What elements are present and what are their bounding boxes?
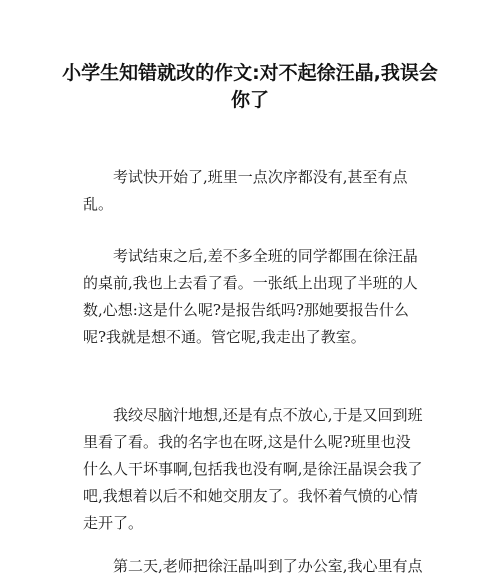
paragraph-1: 考试快开始了,班里一点次序都没有,甚至有点乱。 [83, 168, 408, 213]
document-title: 小学生知错就改的作文:对不起徐汪晶,我误会你了 [62, 62, 438, 111]
paragraph-2: 考试结束之后,差不多全班的同学都围在徐汪晶的桌前,我也上去看了看。一张纸上出现了半班的人数,心想:这是什么呢?是报告纸吗?那她要报告什么呢?我就是想不通。管它呢,我走出了教室。 [83, 247, 418, 346]
paragraph-3: 我绞尽脑汁地想,还是有点不放心,于是又回到班里看了看。我的名字也在呀,这是什么呢?班里也没什么人干坏事啊,包括我也没有啊,是徐汪晶误会我了吧,我想着以后不和她交朋友了。我怀着气愤的心情走开了。 [83, 406, 423, 532]
paragraph-4: 第二天,老师把徐汪晶叫到了办公室,我心里有点 [113, 557, 423, 575]
